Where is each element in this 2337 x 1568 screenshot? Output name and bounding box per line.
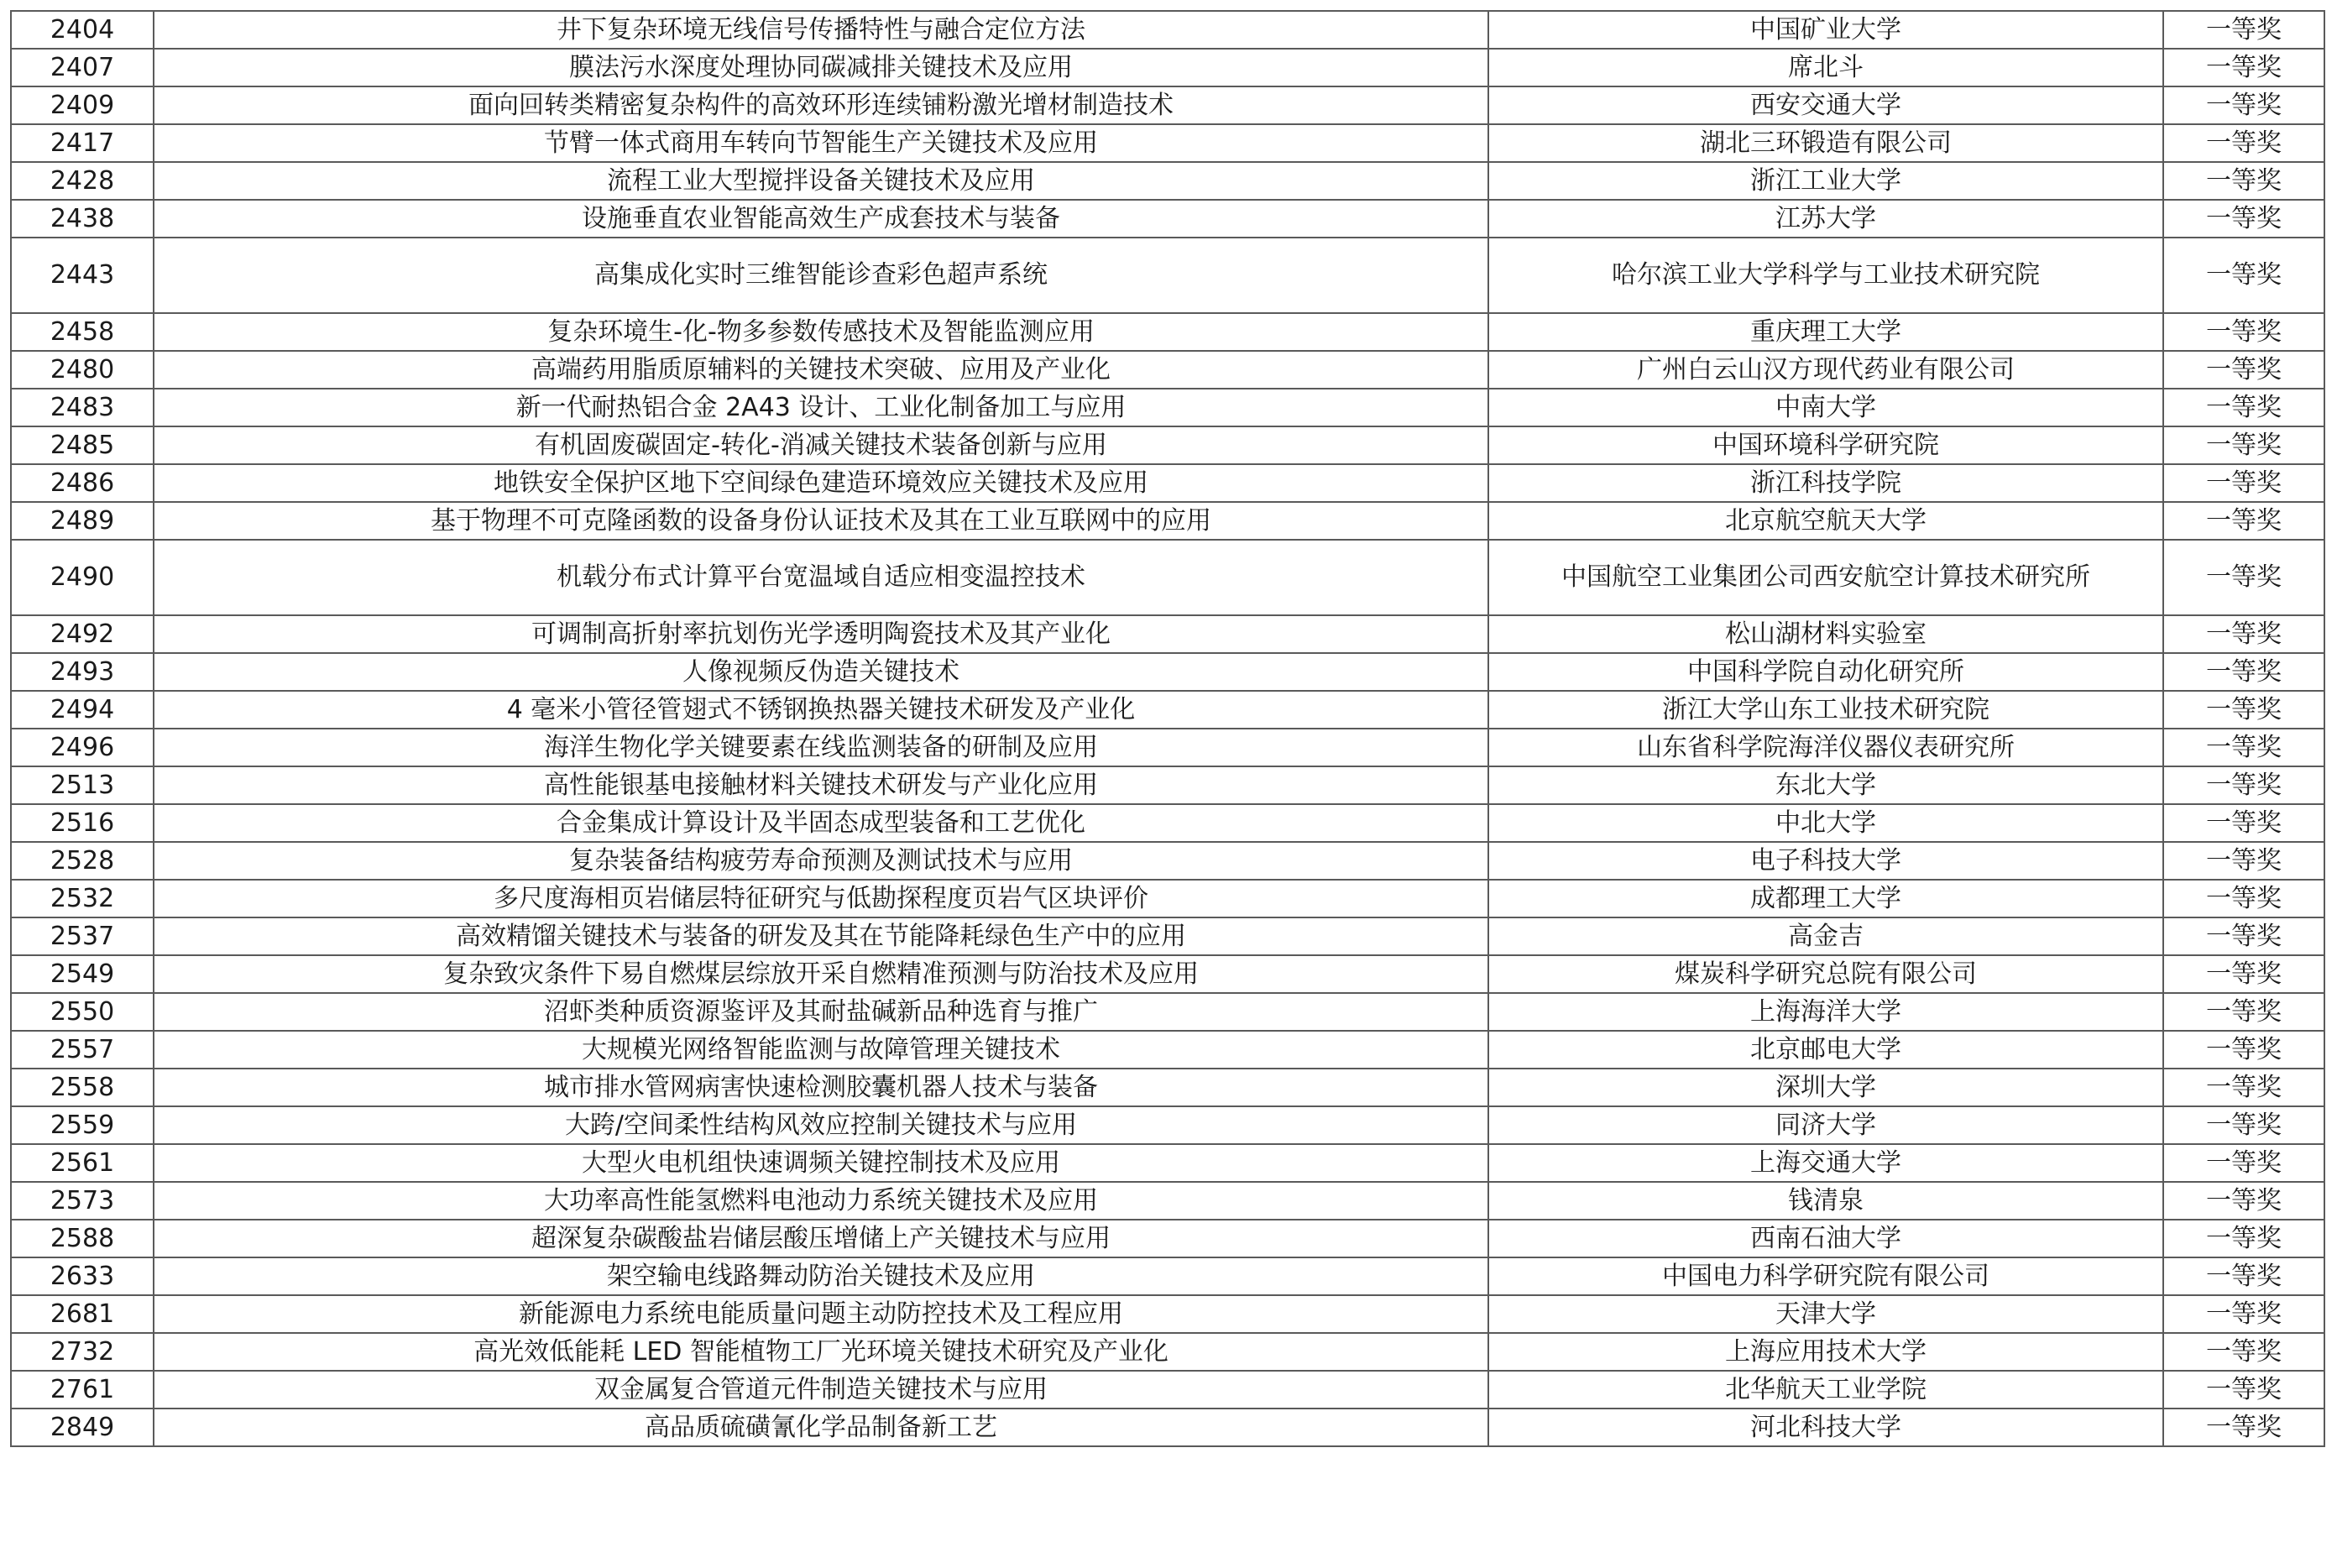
table-row: [11, 955, 2324, 993]
project-id-cell: 2428: [11, 162, 154, 200]
award-level-cell: 一等奖: [2163, 200, 2324, 238]
organization-cell: 北京航空航天大学: [1488, 502, 2163, 540]
award-level-cell: 一等奖: [2163, 86, 2324, 124]
award-level-cell: 一等奖: [2163, 464, 2324, 502]
project-name-cell: 面向回转类精密复杂构件的高效环形连续铺粉激光增材制造技术: [154, 86, 1488, 124]
award-level-cell: 一等奖: [2163, 1144, 2324, 1182]
award-level-cell: 一等奖: [2163, 502, 2324, 540]
award-level-cell: 一等奖: [2163, 1220, 2324, 1257]
table-row: [11, 615, 2324, 653]
award-level-cell: 一等奖: [2163, 917, 2324, 955]
organization-cell: 广州白云山汉方现代药业有限公司: [1488, 351, 2163, 389]
project-id-cell: 2490: [11, 540, 154, 615]
project-name-cell: 双金属复合管道元件制造关键技术与应用: [154, 1371, 1488, 1409]
table-row: [11, 653, 2324, 691]
project-name-cell: 新能源电力系统电能质量问题主动防控技术及工程应用: [154, 1295, 1488, 1333]
table-row: [11, 766, 2324, 804]
organization-cell: 哈尔滨工业大学科学与工业技术研究院: [1488, 238, 2163, 313]
award-level-cell: 一等奖: [2163, 766, 2324, 804]
table-row: [11, 1031, 2324, 1069]
project-name-cell: 高光效低能耗 LED 智能植物工厂光环境关键技术研究及产业化: [154, 1333, 1488, 1371]
project-id-cell: 2438: [11, 200, 154, 238]
project-id-cell: 2732: [11, 1333, 154, 1371]
award-level-cell: 一等奖: [2163, 1106, 2324, 1144]
project-id-cell: 2404: [11, 11, 154, 49]
project-name-cell: 设施垂直农业智能高效生产成套技术与装备: [154, 200, 1488, 238]
organization-cell: 重庆理工大学: [1488, 313, 2163, 351]
award-level-cell: 一等奖: [2163, 691, 2324, 729]
award-rows: [11, 11, 2324, 1446]
project-id-cell: 2761: [11, 1371, 154, 1409]
table-row: [11, 1144, 2324, 1182]
project-id-cell: 2493: [11, 653, 154, 691]
award-level-cell: 一等奖: [2163, 804, 2324, 842]
project-name-cell: 海洋生物化学关键要素在线监测装备的研制及应用: [154, 729, 1488, 766]
project-id-cell: 2480: [11, 351, 154, 389]
project-id-cell: 2537: [11, 917, 154, 955]
table-row: [11, 11, 2324, 49]
project-id-cell: 2561: [11, 1144, 154, 1182]
award-table: [10, 10, 2325, 1447]
table-row: [11, 313, 2324, 351]
project-name-cell: 复杂环境生-化-物多参数传感技术及智能监测应用: [154, 313, 1488, 351]
table-row: [11, 464, 2324, 502]
award-level-cell: 一等奖: [2163, 653, 2324, 691]
organization-cell: 中国航空工业集团公司西安航空计算技术研究所: [1488, 540, 2163, 615]
project-id-cell: 2528: [11, 842, 154, 880]
table-row: [11, 993, 2324, 1031]
award-level-cell: 一等奖: [2163, 729, 2324, 766]
table-row: [11, 86, 2324, 124]
award-level-cell: 一等奖: [2163, 1333, 2324, 1371]
organization-cell: 天津大学: [1488, 1295, 2163, 1333]
award-level-cell: 一等奖: [2163, 1295, 2324, 1333]
project-name-cell: 可调制高折射率抗划伤光学透明陶瓷技术及其产业化: [154, 615, 1488, 653]
project-name-cell: 高性能银基电接触材料关键技术研发与产业化应用: [154, 766, 1488, 804]
organization-cell: 东北大学: [1488, 766, 2163, 804]
organization-cell: 中国环境科学研究院: [1488, 426, 2163, 464]
table-row: [11, 1333, 2324, 1371]
project-id-cell: 2633: [11, 1257, 154, 1295]
table-row: [11, 804, 2324, 842]
project-name-cell: 高品质硫磺氰化学品制备新工艺: [154, 1409, 1488, 1446]
table-row: [11, 351, 2324, 389]
project-name-cell: 高效精馏关键技术与装备的研发及其在节能降耗绿色生产中的应用: [154, 917, 1488, 955]
table-row: [11, 1182, 2324, 1220]
project-id-cell: 2409: [11, 86, 154, 124]
project-name-cell: 超深复杂碳酸盐岩储层酸压增储上产关键技术与应用: [154, 1220, 1488, 1257]
organization-cell: 河北科技大学: [1488, 1409, 2163, 1446]
project-name-cell: 新一代耐热铝合金 2A43 设计、工业化制备加工与应用: [154, 389, 1488, 426]
project-name-cell: 节臂一体式商用车转向节智能生产关键技术及应用: [154, 124, 1488, 162]
organization-cell: 山东省科学院海洋仪器仪表研究所: [1488, 729, 2163, 766]
table-row: [11, 200, 2324, 238]
award-level-cell: 一等奖: [2163, 162, 2324, 200]
organization-cell: 成都理工大学: [1488, 880, 2163, 917]
award-level-cell: 一等奖: [2163, 238, 2324, 313]
organization-cell: 电子科技大学: [1488, 842, 2163, 880]
organization-cell: 中南大学: [1488, 389, 2163, 426]
table-row: [11, 1371, 2324, 1409]
project-id-cell: 2492: [11, 615, 154, 653]
project-name-cell: 高集成化实时三维智能诊查彩色超声系统: [154, 238, 1488, 313]
project-id-cell: 2496: [11, 729, 154, 766]
project-id-cell: 2485: [11, 426, 154, 464]
award-level-cell: 一等奖: [2163, 124, 2324, 162]
project-name-cell: 有机固废碳固定-转化-消减关键技术装备创新与应用: [154, 426, 1488, 464]
table-row: [11, 540, 2324, 615]
organization-cell: 浙江大学山东工业技术研究院: [1488, 691, 2163, 729]
project-id-cell: 2532: [11, 880, 154, 917]
project-name-cell: 流程工业大型搅拌设备关键技术及应用: [154, 162, 1488, 200]
organization-cell: 北京邮电大学: [1488, 1031, 2163, 1069]
organization-cell: 北华航天工业学院: [1488, 1371, 2163, 1409]
project-id-cell: 2516: [11, 804, 154, 842]
project-name-cell: 城市排水管网病害快速检测胶囊机器人技术与装备: [154, 1069, 1488, 1106]
project-name-cell: 复杂致灾条件下易自燃煤层综放开采自燃精准预测与防治技术及应用: [154, 955, 1488, 993]
project-name-cell: 复杂装备结构疲劳寿命预测及测试技术与应用: [154, 842, 1488, 880]
organization-cell: 深圳大学: [1488, 1069, 2163, 1106]
project-id-cell: 2549: [11, 955, 154, 993]
organization-cell: 中北大学: [1488, 804, 2163, 842]
project-id-cell: 2494: [11, 691, 154, 729]
organization-cell: 江苏大学: [1488, 200, 2163, 238]
organization-cell: 中国矿业大学: [1488, 11, 2163, 49]
award-level-cell: 一等奖: [2163, 351, 2324, 389]
project-id-cell: 2588: [11, 1220, 154, 1257]
project-name-cell: 大规模光网络智能监测与故障管理关键技术: [154, 1031, 1488, 1069]
table-row: [11, 691, 2324, 729]
table-row: [11, 502, 2324, 540]
project-name-cell: 4 毫米小管径管翅式不锈钢换热器关键技术研发及产业化: [154, 691, 1488, 729]
organization-cell: 上海交通大学: [1488, 1144, 2163, 1182]
project-id-cell: 2489: [11, 502, 154, 540]
award-level-cell: 一等奖: [2163, 426, 2324, 464]
table-row: [11, 162, 2324, 200]
award-level-cell: 一等奖: [2163, 1409, 2324, 1446]
project-name-cell: 大跨/空间柔性结构风效应控制关键技术与应用: [154, 1106, 1488, 1144]
table-row: [11, 238, 2324, 313]
organization-cell: 浙江科技学院: [1488, 464, 2163, 502]
project-id-cell: 2559: [11, 1106, 154, 1144]
project-name-cell: 膜法污水深度处理协同碳减排关键技术及应用: [154, 49, 1488, 86]
project-name-cell: 多尺度海相页岩储层特征研究与低勘探程度页岩气区块评价: [154, 880, 1488, 917]
project-id-cell: 2558: [11, 1069, 154, 1106]
project-name-cell: 人像视频反伪造关键技术: [154, 653, 1488, 691]
project-name-cell: 基于物理不可克隆函数的设备身份认证技术及其在工业互联网中的应用: [154, 502, 1488, 540]
table-row: [11, 1409, 2324, 1446]
organization-cell: 席北斗: [1488, 49, 2163, 86]
project-name-cell: 地铁安全保护区地下空间绿色建造环境效应关键技术及应用: [154, 464, 1488, 502]
award-level-cell: 一等奖: [2163, 880, 2324, 917]
table-row: [11, 880, 2324, 917]
award-level-cell: 一等奖: [2163, 1257, 2324, 1295]
table-row: [11, 1106, 2324, 1144]
project-name-cell: 大功率高性能氢燃料电池动力系统关键技术及应用: [154, 1182, 1488, 1220]
project-id-cell: 2458: [11, 313, 154, 351]
project-id-cell: 2443: [11, 238, 154, 313]
organization-cell: 高金吉: [1488, 917, 2163, 955]
project-id-cell: 2573: [11, 1182, 154, 1220]
table-row: [11, 49, 2324, 86]
table-row: [11, 1069, 2324, 1106]
award-level-cell: 一等奖: [2163, 955, 2324, 993]
award-level-cell: 一等奖: [2163, 615, 2324, 653]
project-id-cell: 2849: [11, 1409, 154, 1446]
project-id-cell: 2513: [11, 766, 154, 804]
organization-cell: 松山湖材料实验室: [1488, 615, 2163, 653]
table-row: [11, 729, 2324, 766]
organization-cell: 西安交通大学: [1488, 86, 2163, 124]
organization-cell: 中国电力科学研究院有限公司: [1488, 1257, 2163, 1295]
table-row: [11, 426, 2324, 464]
project-name-cell: 机载分布式计算平台宽温域自适应相变温控技术: [154, 540, 1488, 615]
award-level-cell: 一等奖: [2163, 842, 2324, 880]
award-level-cell: 一等奖: [2163, 540, 2324, 615]
project-id-cell: 2417: [11, 124, 154, 162]
table-row: [11, 842, 2324, 880]
organization-cell: 湖北三环锻造有限公司: [1488, 124, 2163, 162]
organization-cell: 上海应用技术大学: [1488, 1333, 2163, 1371]
project-id-cell: 2557: [11, 1031, 154, 1069]
organization-cell: 煤炭科学研究总院有限公司: [1488, 955, 2163, 993]
award-level-cell: 一等奖: [2163, 993, 2324, 1031]
project-id-cell: 2486: [11, 464, 154, 502]
table-row: [11, 124, 2324, 162]
organization-cell: 上海海洋大学: [1488, 993, 2163, 1031]
award-level-cell: 一等奖: [2163, 313, 2324, 351]
award-level-cell: 一等奖: [2163, 11, 2324, 49]
award-level-cell: 一等奖: [2163, 1182, 2324, 1220]
award-level-cell: 一等奖: [2163, 1031, 2324, 1069]
project-name-cell: 合金集成计算设计及半固态成型装备和工艺优化: [154, 804, 1488, 842]
table-row: [11, 917, 2324, 955]
project-id-cell: 2407: [11, 49, 154, 86]
organization-cell: 西南石油大学: [1488, 1220, 2163, 1257]
organization-cell: 中国科学院自动化研究所: [1488, 653, 2163, 691]
award-level-cell: 一等奖: [2163, 1069, 2324, 1106]
table-row: [11, 1295, 2324, 1333]
project-name-cell: 大型火电机组快速调频关键控制技术及应用: [154, 1144, 1488, 1182]
award-level-cell: 一等奖: [2163, 389, 2324, 426]
award-level-cell: 一等奖: [2163, 49, 2324, 86]
project-name-cell: 沼虾类种质资源鉴评及其耐盐碱新品种选育与推广: [154, 993, 1488, 1031]
project-id-cell: 2550: [11, 993, 154, 1031]
organization-cell: 钱清泉: [1488, 1182, 2163, 1220]
table-row: [11, 1257, 2324, 1295]
table-row: [11, 1220, 2324, 1257]
organization-cell: 同济大学: [1488, 1106, 2163, 1144]
project-id-cell: 2483: [11, 389, 154, 426]
organization-cell: 浙江工业大学: [1488, 162, 2163, 200]
table-row: [11, 389, 2324, 426]
project-name-cell: 高端药用脂质原辅料的关键技术突破、应用及产业化: [154, 351, 1488, 389]
project-id-cell: 2681: [11, 1295, 154, 1333]
project-name-cell: 井下复杂环境无线信号传播特性与融合定位方法: [154, 11, 1488, 49]
project-name-cell: 架空输电线路舞动防治关键技术及应用: [154, 1257, 1488, 1295]
award-level-cell: 一等奖: [2163, 1371, 2324, 1409]
